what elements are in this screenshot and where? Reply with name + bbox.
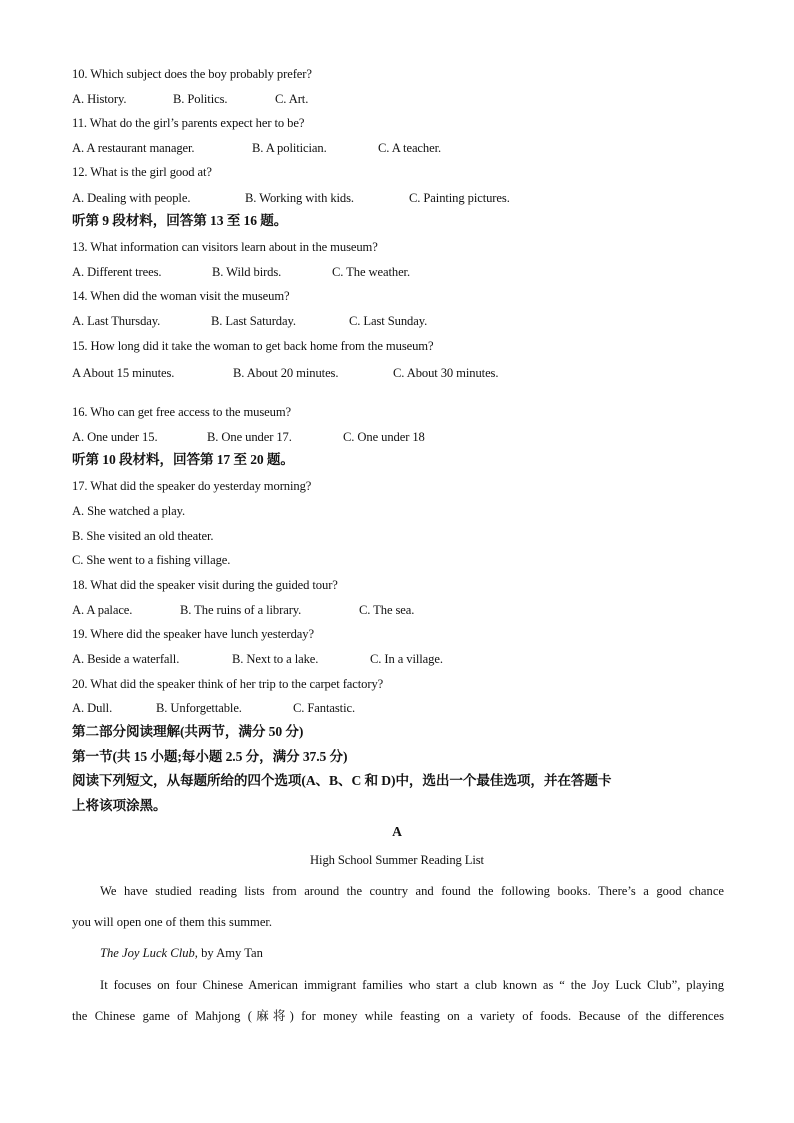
option-a: A. A palace.: [72, 603, 133, 617]
option-b: B. Last Saturday.: [211, 314, 296, 328]
question-17: 17. What did the speaker do yesterday morning?: [72, 479, 312, 493]
option-17-b: B. She visited an old theater.: [72, 529, 214, 543]
book-line-1: It focuses on four Chinese American immigrant families who start a club known as “ the Joy Luck Club”, playing: [100, 978, 724, 992]
instruction-line-2: 上将该项涂黑。: [72, 798, 167, 813]
question-14: 14. When did the woman visit the museum?: [72, 289, 290, 303]
option-b: B. Working with kids.: [245, 191, 354, 205]
option-c: C. The weather.: [332, 265, 411, 279]
option-b: B. The ruins of a library.: [180, 603, 302, 617]
option-c: C. In a village.: [370, 652, 443, 666]
question-11: 11. What do the girl’s parents expect her to be?: [72, 116, 305, 130]
option-17-c: C. She went to a fishing village.: [72, 553, 231, 567]
option-c: C. Fantastic.: [293, 701, 356, 715]
option-a: A. Beside a waterfall.: [72, 652, 180, 666]
option-a: A. History.: [72, 92, 127, 106]
book-author: , by Amy Tan: [194, 946, 263, 960]
option-a: A. A restaurant manager.: [72, 141, 195, 155]
option-c: C. A teacher.: [378, 141, 442, 155]
book-heading: [72, 945, 752, 961]
option-c: C. The sea.: [359, 603, 415, 617]
option-b: B. Wild birds.: [212, 265, 282, 279]
passage-letter: A: [392, 824, 402, 839]
option-b: B. About 20 minutes.: [233, 366, 339, 380]
question-20: 20. What did the speaker think of her trip to the carpet factory?: [72, 677, 384, 691]
book-line-2: the Chinese game of Mahjong (麻将) for money while feasting on a variety of foods. Because of the differences: [72, 1009, 724, 1023]
question-19: 19. Where did the speaker have lunch yesterday?: [72, 627, 314, 641]
intro-line-2: you will open one of them this summer.: [72, 915, 273, 929]
option-b: B. Next to a lake.: [232, 652, 319, 666]
section-9-heading: 听第 9 段材料，回答第 13 至 16 题。: [72, 213, 288, 228]
option-b: B. A politician.: [252, 141, 327, 155]
option-a: A. Different trees.: [72, 265, 162, 279]
option-c: C. Art.: [275, 92, 309, 106]
option-b: B. Politics.: [173, 92, 228, 106]
option-a: A. Last Thursday.: [72, 314, 161, 328]
book-title: The Joy Luck Club: [100, 946, 195, 960]
option-17-a: A. She watched a play.: [72, 504, 186, 518]
question-15: 15. How long did it take the woman to get back home from the museum?: [72, 339, 434, 353]
passage-title: High School Summer Reading List: [310, 853, 484, 867]
question-16: 16. Who can get free access to the museum?: [72, 405, 292, 419]
intro-line-1: We have studied reading lists from around the country and found the following books. There’s a good chance: [100, 884, 724, 898]
question-10: 10. Which subject does the boy probably prefer?: [72, 67, 312, 81]
option-a: A. Dealing with people.: [72, 191, 191, 205]
option-a: A. Dull.: [72, 701, 113, 715]
question-18: 18. What did the speaker visit during the guided tour?: [72, 578, 338, 592]
question-13: 13. What information can visitors learn about in the museum?: [72, 240, 378, 254]
section-1-heading: 第一节(共 15 小题;每小题 2.5 分，满分 37.5 分): [72, 749, 348, 764]
option-c: C. Last Sunday.: [349, 314, 428, 328]
option-c: C. Painting pictures.: [409, 191, 510, 205]
option-c: C. About 30 minutes.: [393, 366, 499, 380]
instruction-line-1: 阅读下列短文，从每题所给的四个选项(A、B、C 和 D)中，选出一个最佳选项，并在答题卡: [72, 773, 612, 788]
question-12: 12. What is the girl good at?: [72, 165, 212, 179]
option-a: A About 15 minutes.: [72, 366, 175, 380]
section-10-heading: 听第 10 段材料，回答第 17 至 20 题。: [72, 452, 294, 467]
option-c: C. One under 18: [343, 430, 425, 444]
option-b: B. Unforgettable.: [156, 701, 242, 715]
option-a: A. One under 15.: [72, 430, 158, 444]
option-b: B. One under 17.: [207, 430, 292, 444]
part-2-heading: 第二部分阅读理解(共两节，满分 50 分): [72, 724, 304, 739]
